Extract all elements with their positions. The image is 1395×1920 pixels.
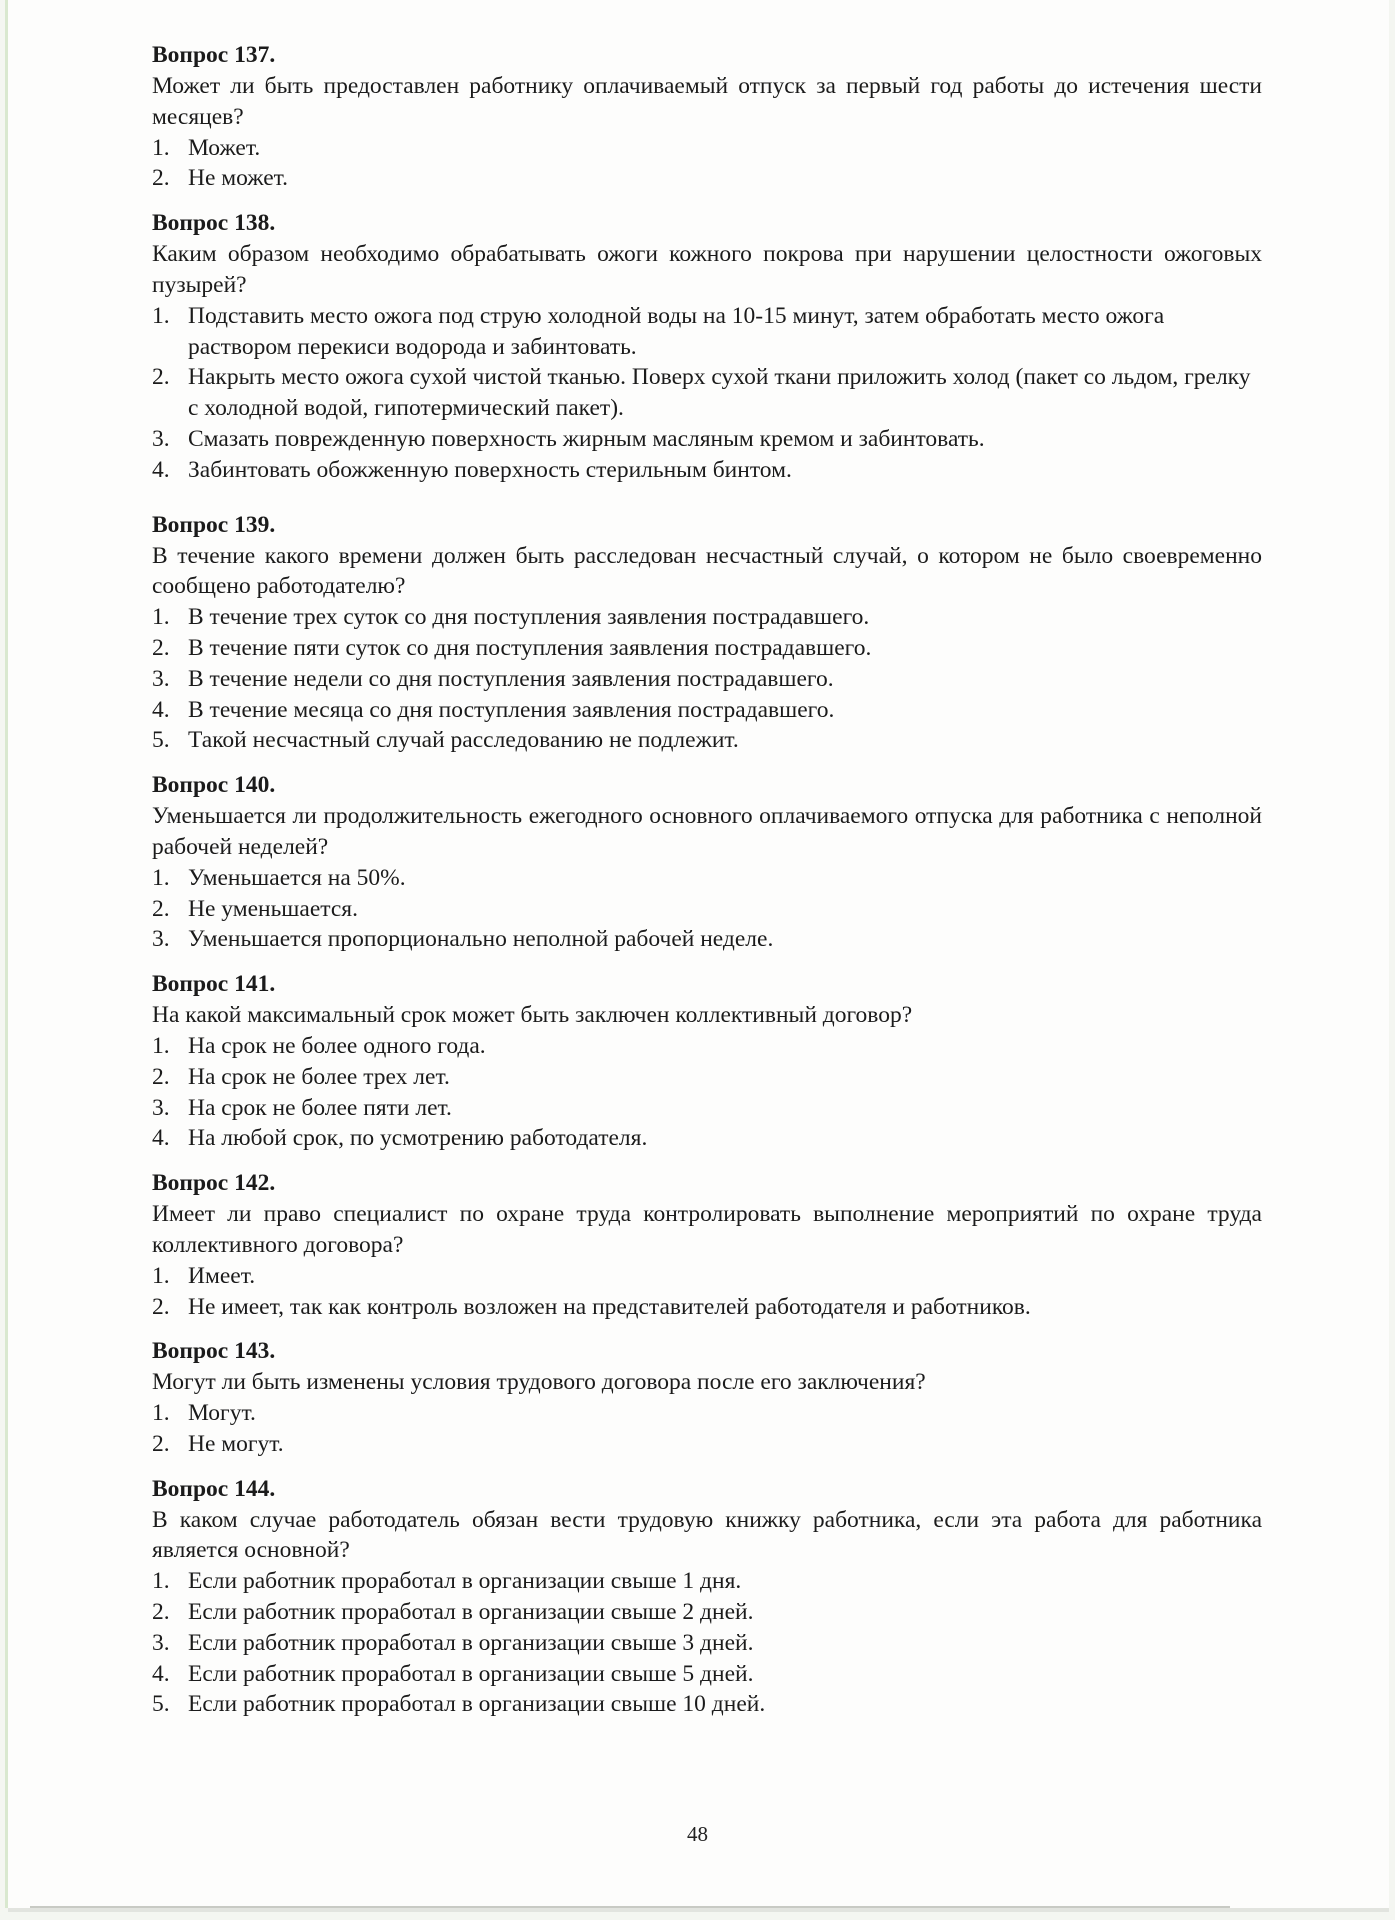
answer-option-text: На срок не более одного года. (188, 1032, 486, 1059)
answer-option-text: Уменьшается пропорционально неполной рабочей неделе. (188, 926, 774, 953)
answer-option-number: 4. (152, 456, 170, 483)
question-text: В каком случае работодатель обязан вести трудовую книжку работника, если эта работа для работника является основной? (152, 1506, 1262, 1564)
answer-option-number: 4. (152, 1660, 170, 1687)
answer-option-text: В течение месяца со дня поступления заявления пострадавшего. (188, 696, 835, 723)
answer-option-number: 1. (152, 864, 170, 891)
question-block (152, 1474, 1262, 1721)
answer-option (152, 1031, 1262, 1062)
answer-option-number: 1. (152, 1262, 170, 1289)
question-block (152, 1168, 1262, 1322)
answer-option (152, 894, 1262, 925)
answer-option (152, 1566, 1262, 1597)
answer-option-number: 1. (152, 134, 170, 161)
questions-list (152, 40, 1262, 1734)
answer-option (152, 1398, 1262, 1429)
answer-option-number: 4. (152, 696, 170, 723)
answer-option (152, 1628, 1262, 1659)
answer-option-text: В течение недели со дня поступления заявления пострадавшего. (188, 665, 834, 692)
page-number: 48 (687, 1822, 708, 1846)
question-text: Могут ли быть изменены условия трудового договора после его заключения? (152, 1369, 926, 1396)
answer-option-number: 2. (152, 1063, 170, 1090)
answer-options (152, 133, 1262, 195)
answer-option-text: Не может. (188, 165, 289, 192)
answer-option (152, 1123, 1262, 1154)
question-text: В течение какого времени должен быть расследован несчастный случай, о котором не было своевременно сообщено работодателю? (152, 542, 1262, 600)
answer-option-number: 2. (152, 1293, 170, 1320)
answer-option (152, 924, 1262, 955)
question-block (152, 510, 1262, 757)
answer-option-number: 1. (152, 604, 170, 631)
answer-option-text: Подставить место ожога под струю холодной воды на 10-15 минут, затем обработать место ожога раствором перекиси водорода и забинтовать. (188, 302, 1165, 360)
answer-options (152, 1566, 1262, 1720)
answer-option (152, 1261, 1262, 1292)
answer-options (152, 1031, 1262, 1154)
question-text: Может ли быть предоставлен работнику оплачиваемый отпуск за первый год работы до истечения шести месяцев? (152, 73, 1262, 130)
answer-option (152, 664, 1262, 695)
answer-option-number: 5. (152, 1691, 170, 1718)
answer-options (152, 301, 1262, 486)
answer-option-number: 3. (152, 926, 170, 953)
question-title: Вопрос 141. (152, 971, 276, 998)
answer-option-text: Забинтовать обожженную поверхность стерильным бинтом. (188, 456, 792, 483)
answer-option-text: В течение трех суток со дня поступления заявления пострадавшего. (188, 604, 870, 631)
answer-option (152, 133, 1262, 164)
answer-option (152, 1689, 1262, 1720)
answer-option (152, 1429, 1262, 1460)
answer-option-text: Не имеет, так как контроль возложен на представителей работодателя и работников. (188, 1293, 1031, 1320)
answer-option-number: 2. (152, 1599, 170, 1626)
question-title: Вопрос 140. (152, 772, 276, 799)
answer-option (152, 455, 1262, 486)
question-title: Вопрос 137. (152, 42, 276, 68)
answer-option-number: 2. (152, 634, 170, 661)
answer-option-number: 2. (152, 364, 170, 391)
answer-option-number: 1. (152, 1568, 170, 1595)
answer-options (152, 602, 1262, 756)
answer-option-text: Могут. (188, 1400, 256, 1427)
answer-options (152, 863, 1262, 955)
answer-option-text: Не уменьшается. (188, 895, 358, 922)
answer-option (152, 1659, 1262, 1690)
answer-option (152, 602, 1262, 633)
question-text: Каким образом необходимо обрабатывать ожоги кожного покрова при нарушении целостности ожоговых пузырей? (152, 241, 1262, 298)
answer-option-number: 2. (152, 165, 170, 192)
answer-option (152, 633, 1262, 664)
answer-option (152, 424, 1262, 455)
answer-option (152, 863, 1262, 894)
answer-option-number: 3. (152, 1094, 170, 1121)
answer-options (152, 1398, 1262, 1460)
answer-option (152, 1597, 1262, 1628)
page-bottom-edge (30, 1906, 1230, 1908)
answer-option-number: 3. (152, 1629, 170, 1656)
answer-option-number: 2. (152, 1430, 170, 1457)
answer-option-number: 1. (152, 1032, 170, 1059)
answer-option-text: Уменьшается на 50%. (188, 864, 406, 891)
answer-options (152, 1261, 1262, 1323)
answer-option-number: 3. (152, 665, 170, 692)
question-block (152, 40, 1262, 194)
answer-option-number: 2. (152, 895, 170, 922)
question-text: На какой максимальный срок может быть заключен коллективный договор? (152, 1002, 913, 1029)
question-block (152, 969, 1262, 1154)
answer-option-text: Накрыть место ожога сухой чистой тканью. Поверх сухой ткани приложить холод (пакет со льдом, грелку с холодной водой, гипотермический пакет). (188, 364, 1251, 422)
answer-option (152, 301, 1262, 363)
question-title: Вопрос 142. (152, 1170, 276, 1197)
question-text: Имеет ли право специалист по охране труда контролировать выполнение мероприятий по охране труда коллективного договора? (152, 1201, 1262, 1258)
answer-option (152, 1093, 1262, 1124)
answer-option-number: 1. (152, 302, 170, 329)
question-block (152, 208, 1262, 485)
question-title: Вопрос 138. (152, 210, 276, 237)
answer-option-text: Если работник проработал в организации свыше 10 дней. (188, 1691, 766, 1718)
question-title: Вопрос 144. (152, 1475, 276, 1502)
answer-option-text: В течение пяти суток со дня поступления заявления пострадавшего. (188, 634, 872, 661)
answer-option-text: Не могут. (188, 1430, 284, 1457)
answer-option-text: Если работник проработал в организации свыше 3 дней. (188, 1629, 754, 1656)
answer-option-number: 3. (152, 425, 170, 452)
answer-option-text: Такой несчастный случай расследованию не подлежит. (188, 727, 739, 754)
question-title: Вопрос 139. (152, 511, 276, 538)
answer-option (152, 362, 1262, 424)
answer-option (152, 163, 1262, 194)
answer-option (152, 725, 1262, 756)
question-text: Уменьшается ли продолжительность ежегодного основного оплачиваемого отпуска для работника с неполной рабочей неделей? (152, 803, 1262, 860)
answer-option-text: На любой срок, по усмотрению работодателя. (188, 1125, 648, 1152)
answer-option-text: На срок не более пяти лет. (188, 1094, 452, 1121)
answer-option (152, 1292, 1262, 1323)
answer-option (152, 695, 1262, 726)
answer-option-text: На срок не более трех лет. (188, 1063, 450, 1090)
answer-option-text: Если работник проработал в организации свыше 1 дня. (188, 1568, 742, 1595)
answer-option-number: 1. (152, 1400, 170, 1427)
answer-option-text: Если работник проработал в организации свыше 5 дней. (188, 1660, 754, 1687)
answer-option-text: Если работник проработал в организации свыше 2 дней. (188, 1599, 754, 1626)
answer-option (152, 1062, 1262, 1093)
question-block (152, 1336, 1262, 1459)
question-title: Вопрос 143. (152, 1338, 276, 1365)
answer-option-text: Смазать поврежденную поверхность жирным масляным кремом и забинтовать. (188, 425, 985, 452)
question-block (152, 770, 1262, 955)
answer-option-number: 4. (152, 1125, 170, 1152)
answer-option-text: Может. (188, 134, 261, 161)
answer-option-text: Имеет. (188, 1262, 256, 1289)
answer-option-number: 5. (152, 727, 170, 754)
